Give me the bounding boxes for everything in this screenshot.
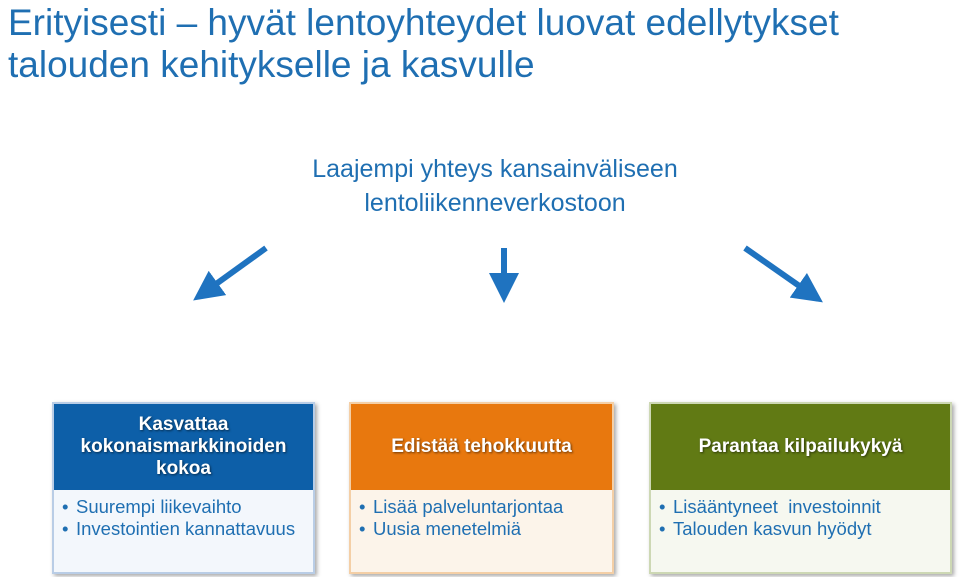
effect-box-competitiveness xyxy=(649,402,952,574)
effect-box-efficiency xyxy=(349,402,614,574)
bullet-icon: • xyxy=(659,518,666,539)
bullet-icon: • xyxy=(659,496,666,517)
effect-box-body xyxy=(351,490,612,540)
bullet-item xyxy=(62,518,305,540)
bullet-text: Uusia menetelmiä xyxy=(373,518,522,539)
bullet-item xyxy=(62,496,305,518)
effect-box-market-size xyxy=(52,402,315,574)
bullet-text: Investointien kannattavuus xyxy=(76,518,296,539)
bullet-icon: • xyxy=(359,496,366,517)
bullet-text: Lisää palveluntarjontaa xyxy=(373,496,564,517)
effect-box-body xyxy=(54,490,313,540)
bullet-text: Suurempi liikevaihto xyxy=(76,496,242,517)
page-title: Erityisesti – hyvät lentoyhteydet luovat edellytykset talouden kehitykselle ja kasvulle xyxy=(8,2,839,85)
effect-box-header: Kasvattaa kokonaismarkkinoiden kokoa xyxy=(54,404,313,490)
bullet-item xyxy=(359,496,604,518)
bullet-text: Talouden kasvun hyödyt xyxy=(673,518,872,539)
arrow-right-icon xyxy=(745,248,818,299)
bullet-item xyxy=(359,518,604,540)
central-statement: Laajempi yhteys kansainväliseen lentoliikenneverkostoon xyxy=(312,155,678,217)
effect-box-body xyxy=(651,490,950,540)
bullet-text: Lisääntyneet investoinnit xyxy=(673,496,881,517)
effect-box-header: Edistää tehokkuutta xyxy=(351,404,612,490)
bullet-icon: • xyxy=(359,518,366,539)
bullet-item xyxy=(659,518,942,540)
arrow-left-icon xyxy=(198,248,266,297)
bullet-icon: • xyxy=(62,518,69,539)
effect-box-header: Parantaa kilpailukykyä xyxy=(651,404,950,490)
bullet-icon: • xyxy=(62,496,69,517)
bullet-item xyxy=(659,496,942,518)
